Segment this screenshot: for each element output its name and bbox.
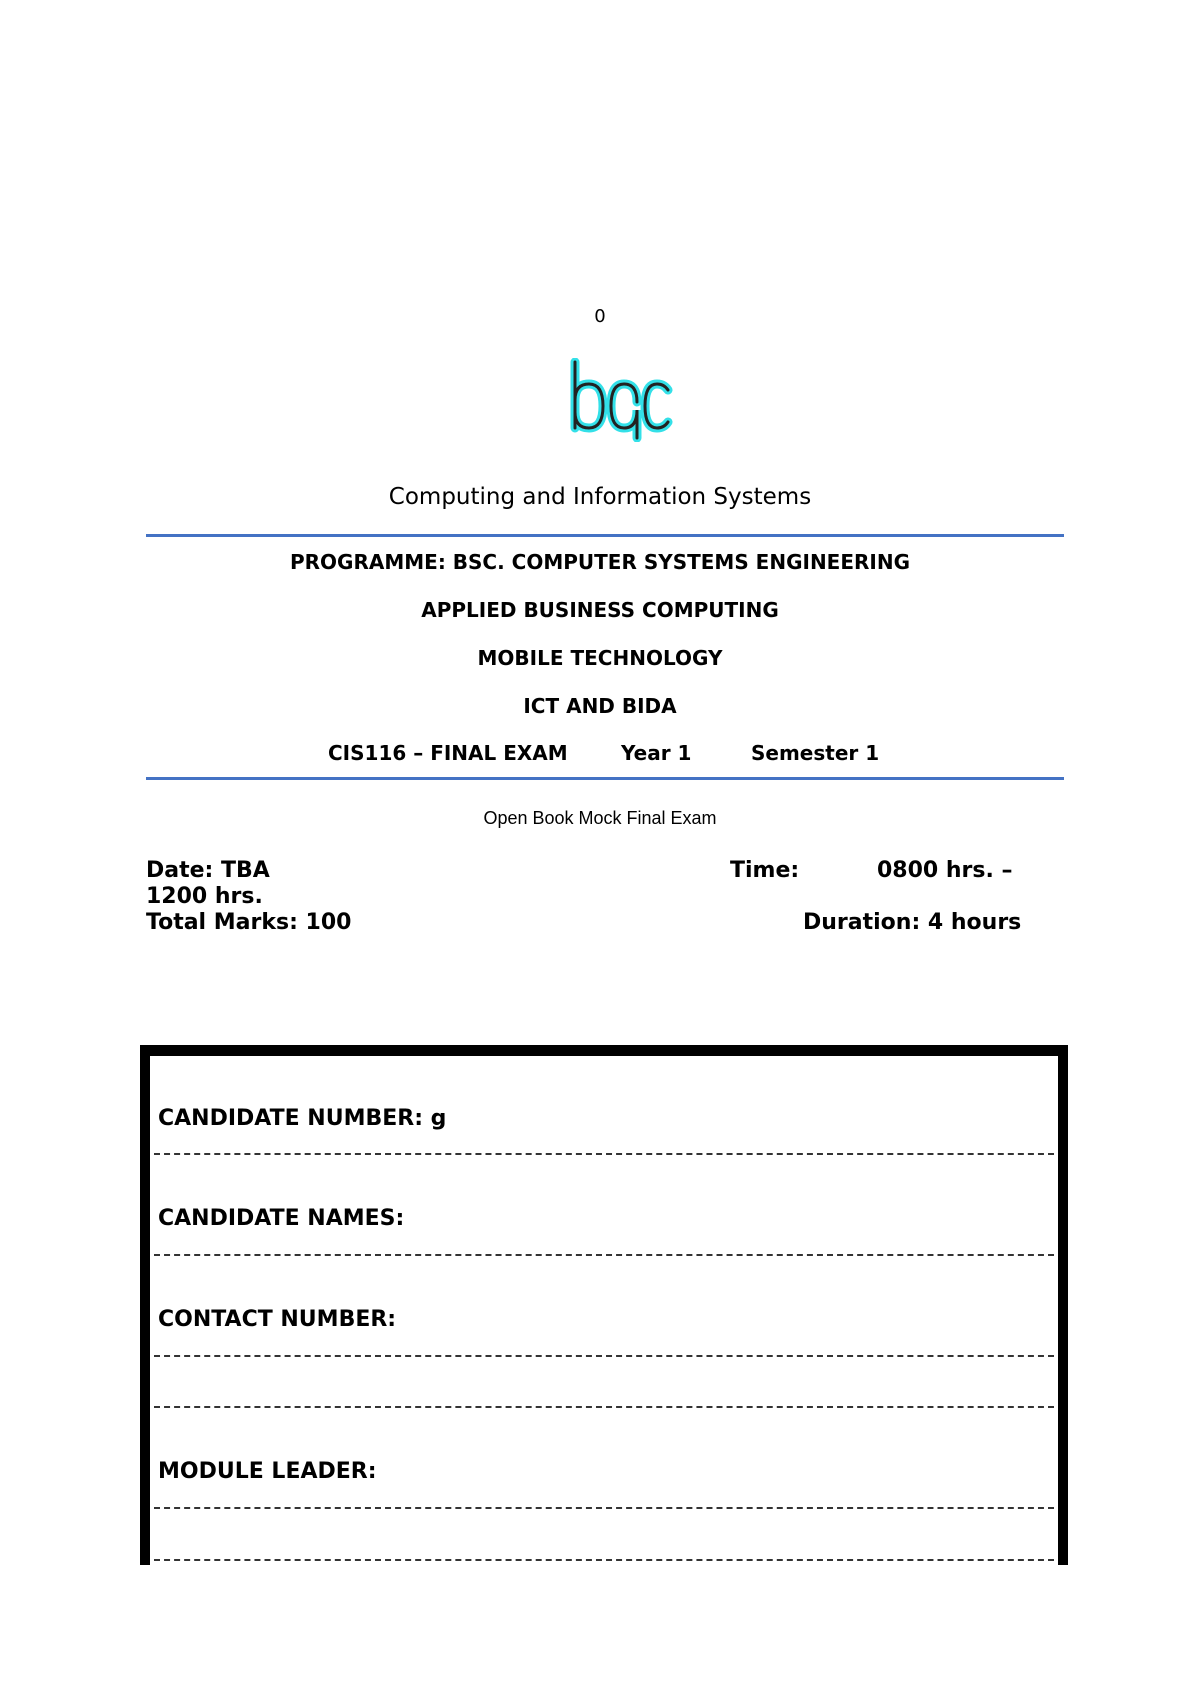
department-name: Computing and Information Systems [388, 484, 812, 510]
time-end: 1200 hrs. [146, 884, 263, 909]
module-leader-line-2[interactable] [154, 1559, 1054, 1561]
top-rule [146, 534, 1064, 537]
course-heading-2: MOBILE TECHNOLOGY [477, 646, 723, 670]
module-leader-line[interactable] [154, 1507, 1054, 1509]
programme-heading: PROGRAMME: BSC. COMPUTER SYSTEMS ENGINEERING [290, 550, 910, 574]
course-heading-3: ICT AND BIDA [523, 694, 677, 718]
module-leader-label: MODULE LEADER: [158, 1459, 377, 1484]
exam-semester: Semester 1 [751, 741, 880, 765]
exam-year: Year 1 [621, 741, 692, 765]
total-marks: Total Marks: 100 [146, 910, 352, 935]
course-heading-1: APPLIED BUSINESS COMPUTING [421, 598, 779, 622]
contact-number-label: CONTACT NUMBER: [158, 1307, 397, 1332]
time-value: 0800 hrs. – [877, 858, 1013, 883]
page-number: 0 [594, 306, 606, 327]
exam-code: CIS116 – FINAL EXAM [328, 741, 568, 765]
bqc-logo [565, 358, 675, 442]
contact-number-line-2[interactable] [154, 1406, 1054, 1408]
time-label: Time: [730, 858, 800, 883]
candidate-number-line[interactable] [154, 1153, 1054, 1155]
contact-number-line[interactable] [154, 1355, 1054, 1357]
exam-date: Date: TBA [146, 858, 270, 883]
bottom-rule [146, 777, 1064, 780]
candidate-number-label: CANDIDATE NUMBER: g [158, 1106, 447, 1131]
exam-type: Open Book Mock Final Exam [483, 808, 717, 828]
candidate-names-label: CANDIDATE NAMES: [158, 1206, 405, 1231]
candidate-names-line[interactable] [154, 1254, 1054, 1256]
exam-duration: Duration: 4 hours [803, 910, 1022, 935]
form-top-border [150, 1045, 1058, 1056]
